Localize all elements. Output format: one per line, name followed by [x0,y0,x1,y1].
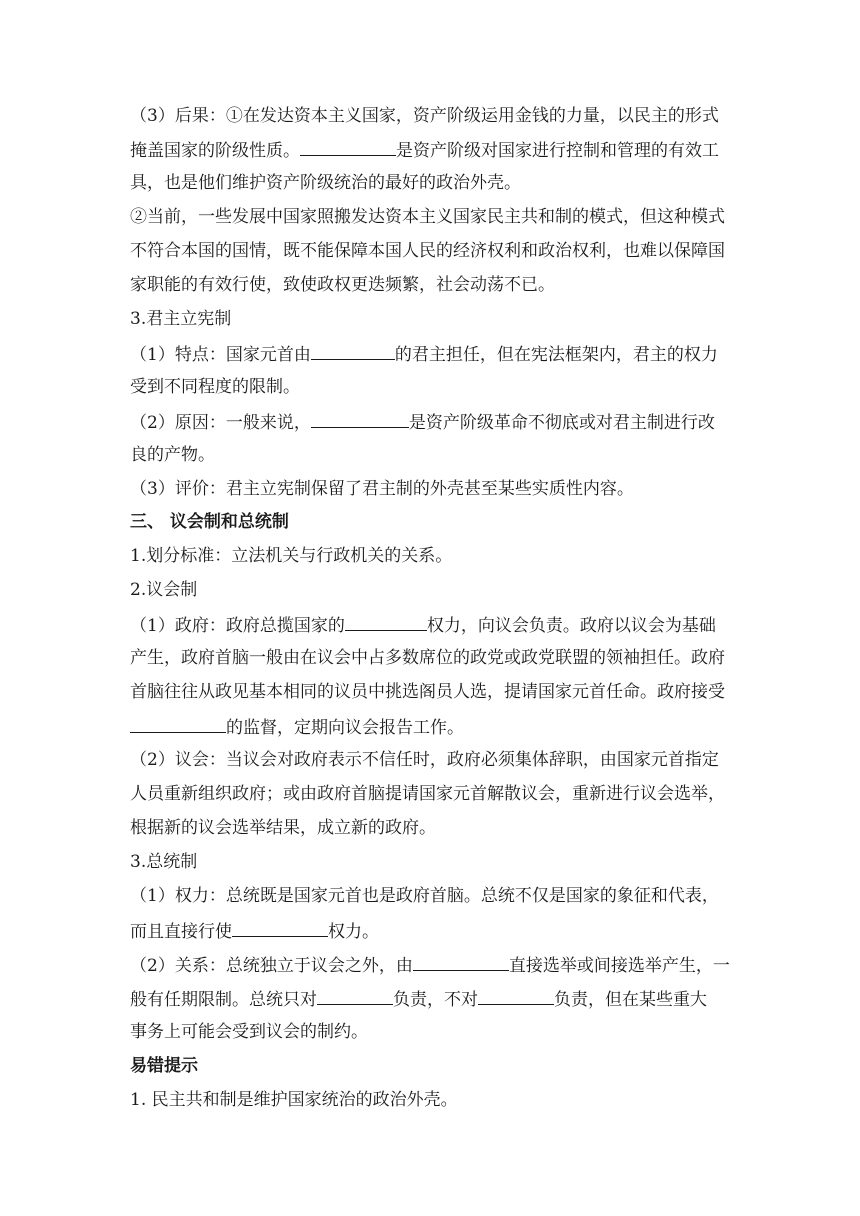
line-25: 而且直接行使 权力。 [130,918,379,942]
fill-blank[interactable] [311,341,395,360]
line-1: （3）后果：①在发达资本主义国家，资产阶级运用金钱的力量，以民主的形式 [130,106,719,126]
line-12: （3）评价：君主立宪制保留了君主制的外壳甚至某些实质性内容。 [130,479,634,499]
line-10: （2）原因：一般来说， 是资产阶级革命不彻底或对君主制进行改 [130,409,715,433]
section-title: 三、 议会制和总统制 [130,512,289,532]
line-14: 1.划分标准：立法机关与行政机关的关系。 [130,546,453,566]
fill-blank[interactable] [311,409,409,428]
line-26: （2）关系：总统独立于议会之外，由 直接选举或间接选举产生，一 [130,952,730,976]
fill-blank[interactable] [232,918,328,937]
fill-blank[interactable] [317,986,393,1005]
line-24: （1）权力：总统既是国家元首也是政府首脑。总统不仅是国家的象征和代表， [130,886,719,906]
line-5: 不符合本国的国情，既不能保障本国人民的经济权利和政治权利，也难以保障国 [130,241,725,261]
line-18: 首脑往往从政见基本相同的议员中挑选阁员人选，提请国家元首任命。政府接受 [130,682,725,702]
fill-blank[interactable] [345,612,427,631]
line-8: （1）特点：国家元首由 的君主担任，但在宪法框架内，君主的权力 [130,341,718,365]
line-11: 良的产物。 [130,445,215,465]
fill-blank[interactable] [478,986,554,1005]
line-9: 受到不同程度的限制。 [130,377,300,397]
section-heading: 2.议会制 [130,580,198,600]
section-heading: 3.君主立宪制 [130,309,232,329]
section-title: 易错提示 [130,1056,198,1076]
line-28: 事务上可能会受到议会的制约。 [130,1022,368,1042]
line-2: 掩盖国家的阶级性质。 是资产阶级对国家进行控制和管理的有效工 [130,137,719,161]
line-6: 家职能的有效行使，致使政权更迭频繁，社会动荡不已。 [130,275,555,295]
line-21: 人员重新组织政府；或由政府首脑提请国家元首解散议会，重新进行议会选举， [130,784,725,804]
line-20: （2）议会：当议会对政府表示不信任时，政府必须集体辞职，由国家元首指定 [130,750,719,770]
line-17: 产生，政府首脑一般由在议会中占多数席位的政党或政党联盟的领袖担任。政府 [130,648,725,668]
fill-blank[interactable] [413,952,509,971]
line-4: ②当前，一些发展中国家照搬发达资本主义国家民主共和制的模式，但这种模式 [130,207,725,227]
section-heading: 3.总统制 [130,852,198,872]
line-22: 根据新的议会选举结果，成立新的政府。 [130,818,436,838]
fill-blank[interactable] [300,137,396,156]
line-3: 具，也是他们维护资产阶级统治的最好的政治外壳。 [130,173,521,193]
line-27: 般有任期限制。总统只对 负责，不对 负责，但在某些重大 [130,986,707,1010]
line-30: 1. 民主共和制是维护国家统治的政治外壳。 [130,1090,458,1110]
fill-blank[interactable] [130,714,226,733]
line-16: （1）政府：政府总揽国家的 权力，向议会负责。政府以议会为基础 [130,612,716,636]
line-19: 的监督，定期向议会报告工作。 [130,714,464,738]
